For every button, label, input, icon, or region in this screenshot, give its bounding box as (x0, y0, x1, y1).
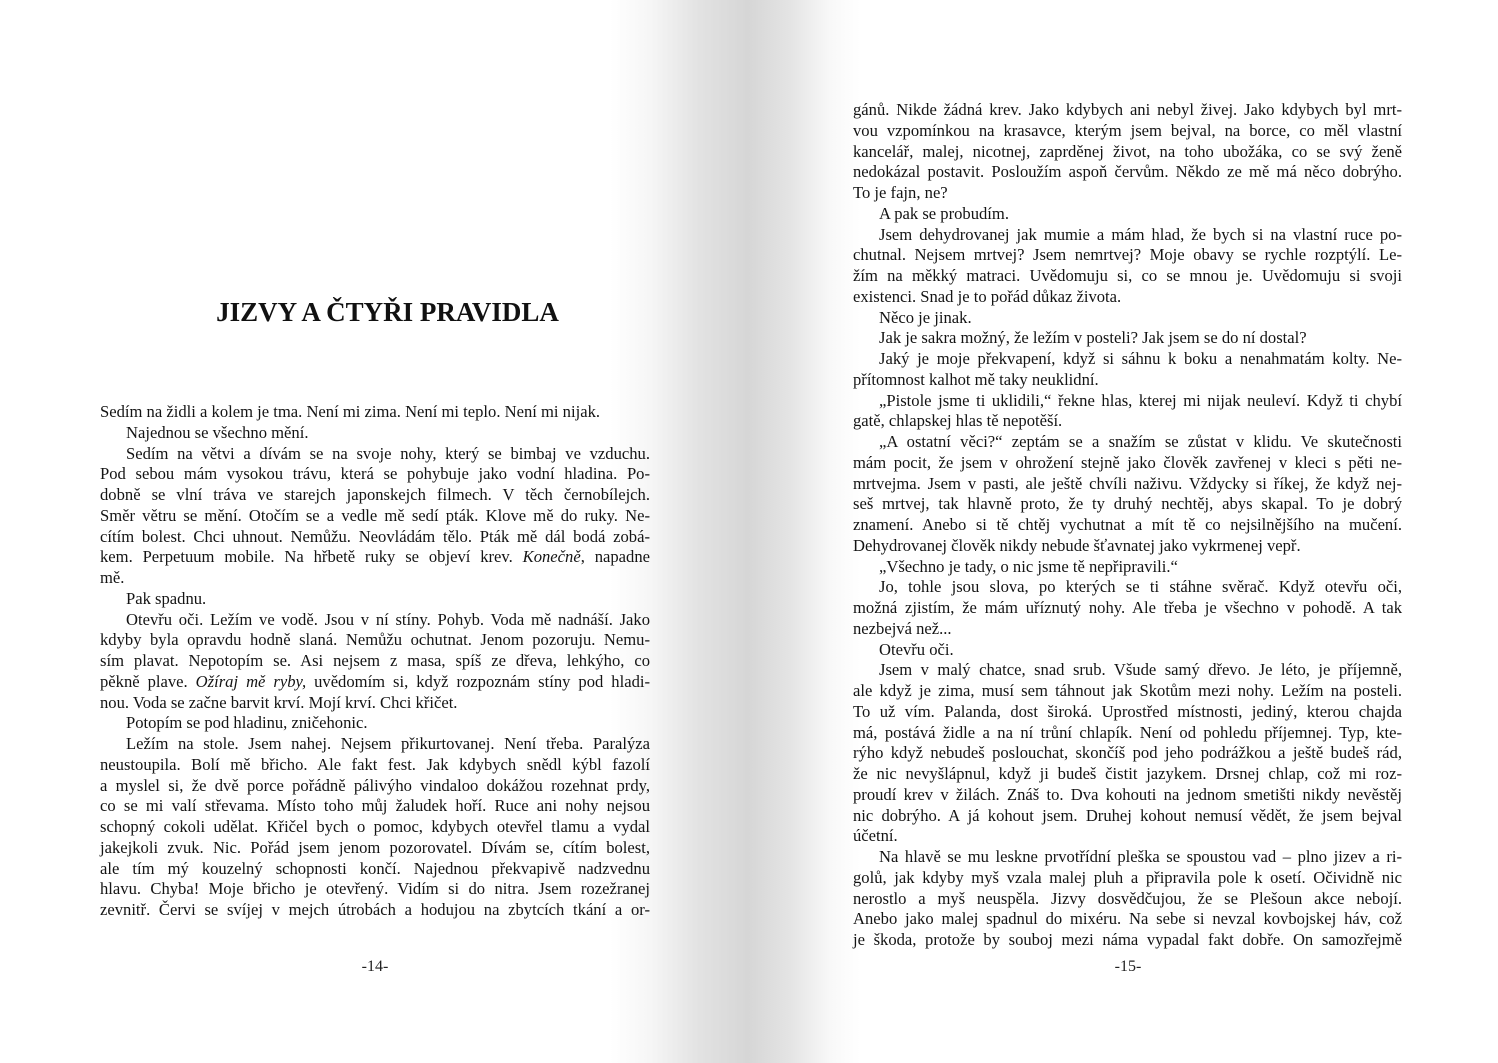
right-page (853, 0, 1402, 1063)
text-line: Na hlavě se mu leskne prvotřídní pleška se spoustou vad – plno jizev a ri- (879, 847, 1402, 866)
text-line: dobně se vlní tráva ve starejch japonskejch filmech. V těch černobílejch. (100, 485, 650, 504)
text-line: sím plavat. Nepotopím se. Asi nejsem z masa, spíš ze dřeva, lehkýho, co (100, 651, 650, 670)
text-line: gánů. Nikde žádná krev. Jako kdybych ani nebyl živej. Jako kdybych byl mrt- (853, 100, 1402, 119)
text-line: Sedím na židli a kolem je tma. Není mi zima. Není mi teplo. Není mi nijak. (100, 402, 601, 421)
text-line: hlavu. Chyba! Moje břicho je otevřený. Vidím si do nitra. Jsem rozežranej (100, 879, 650, 899)
text-line: ale když je zima, musí sem táhnout jak Skotům mezi nohy. Ležím na posteli. (853, 681, 1402, 700)
text-line: „A ostatní věci?“ zeptám se a snažím se zůstat v klidu. Ve skutečnosti (879, 432, 1402, 451)
text-line: Ležím na stole. Jsem nahej. Nejsem přikurtovanej. Není třeba. Paralýza (126, 734, 650, 753)
text-line: Něco je jinak. (879, 307, 972, 327)
text-line: Dehydrovanej člověk nikdy nebude šťavnatej jako vykrmenej vepř. (853, 535, 1301, 555)
text-line: To je fajn, ne? (853, 183, 948, 202)
text-line: účetní. (853, 826, 898, 846)
text-line: nedokázal postavit. Posloužím aspoň červům. Někdo ze mě má něco dobrýho. (853, 162, 1402, 182)
text-line: Pod sebou mám vysokou trávu, která se pohybuje jako vodní hladina. Po- (100, 464, 650, 484)
text-line: má, postává židle a na ní trůní chlapík. Není od pohledu příjemnej. Typ, kte- (853, 722, 1402, 742)
text-line: zevnitř. Červi se svíjej v mejch útrobách a hodujou na zbytcích tkání a or- (100, 900, 650, 919)
text-line: Jo, tohle jsou slova, po kterých se ti stáhne svěrač. Když otevřu oči, (879, 577, 1402, 597)
text-line: Jsem dehydrovanej jak mumie a mám hlad, že bych si na vlastní ruce po- (879, 224, 1402, 244)
text-line: seš mrtvej, tak hlavně proto, že ty druhý nechtěj, abys skapal. To je dobrý (853, 494, 1402, 514)
text-line: existenci. Snad je to pořád důkaz života. (853, 286, 1122, 306)
text-line: vou vzpomínkou na krasavce, kterým jsem bejval, na borce, co měl vlastní (853, 120, 1402, 140)
text-line: Anebo jako malej spadnul do mixéru. Na sebe si nevzal kovbojskej háv, což (853, 909, 1402, 929)
text-line: jakejkoli zvuk. Nic. Pořád jsem jenom pozorovatel. Dívám se, cítím bolest, (100, 837, 650, 857)
page-number: -14- (361, 958, 389, 975)
text-line: „Všechno je tady, o nic jsme tě nepřipravili.“ (879, 556, 1178, 576)
text-line: golů, jak kdyby myš vzala malej pluh a připravila pole k osetí. Očividně nic (853, 867, 1402, 887)
text-line: mrtvejma. Jsem v pasti, ale ještě chvíli naživu. Vždycky si říkej, že když nej- (853, 473, 1402, 493)
emphasis-text: Ožíraj mě ryby, (195, 671, 307, 691)
text-line: Směr větru se mění. Otočím se a vedle mě sedí pták. Klove mě do ruky. Ne- (100, 505, 650, 525)
text-line: Jak je sakra možný, že ležím v posteli? Jak jsem se do ní dostal? (879, 328, 1307, 348)
text-line: neustoupila. Bolí mě břicho. Ale fakt fest. Jak kdybych snědl kýbl fazolí (100, 754, 650, 774)
text-line: rýho když nebudeš poslouchat, skončíš pod jeho podrážkou a ještě budeš rád, (853, 743, 1402, 763)
text-line: To už vím. Palanda, dost široká. Uprostřed místnosti, jediný, kterou chajda (853, 701, 1402, 721)
text-line: pěkně plave. Ožíraj mě ryby, uvědomím si, když rozpoznám stíny pod hladi- (100, 671, 651, 691)
chapter-title: JIZVY A ČTYŘI PRAVIDLA (216, 297, 559, 327)
text-line: mě. (100, 568, 125, 587)
text-line: Otevřu oči. Ležím ve vodě. Jsou v ní stíny. Pohyb. Voda mě nadnáší. Jako (126, 609, 650, 629)
text-line: žím na měkký matraci. Uvědomuju si, co se mnou je. Uvědomuju si svoji (853, 266, 1402, 285)
text-line: cítím bolest. Chci uhnout. Nemůžu. Neovládám tělo. Pták mě dál bodá zobá- (100, 526, 650, 546)
text-line: nezbejvá než... (853, 618, 952, 638)
text-line: Potopím se pod hladinu, zničehonic. (126, 713, 368, 733)
text-line: přítomnost kalhot mě taky neuklidní. (853, 369, 1099, 389)
text-line: Otevřu oči. (879, 639, 954, 659)
left-page-text (100, 402, 650, 921)
text-line: chutnal. Nejsem mrtvej? Jsem nemrtvej? Moje obavy se rychle rozptýlí. Le- (853, 245, 1402, 265)
text-line: A pak se probudím. (879, 203, 1009, 223)
text-line: kem. Perpetuum mobile. Na hřbetě ruky se objeví krev. Konečně, napadne (100, 547, 650, 567)
text-line: nou. Voda se začne barvit krví. Mojí krví. Chci křičet. (100, 692, 458, 712)
text-line: schopný cokoli udělat. Křičel bych o pomoc, kdybych otevřel tlamu a vydal (100, 817, 650, 836)
emphasis-text: Konečně (522, 547, 581, 567)
text-line: možná zjistím, že mám uříznutý nohy. Ale třeba je všechno v pohodě. A tak (853, 598, 1402, 617)
left-page (100, 0, 650, 1063)
text-line: nic dobrýho. A já kohout jsem. Druhej kohout nemusí vědět, že jsem bejval (853, 805, 1402, 825)
text-line: mám pocit, že jsem v ohrožení stejně jako člověk zavřenej v kleci s pěti ne- (853, 452, 1402, 472)
text-line: kdyby byla opravdu hodně slaná. Nemůžu ochutnat. Jenom pozoruju. Nemu- (100, 630, 650, 650)
text-line: Jsem v malý chatce, snad srub. Všude samý dřevo. Je léto, je příjemně, (879, 660, 1402, 680)
text-line: nerostlo a myš neuspěla. Jizvy dosvědčujou, že se Plešoun akce nebojí. (853, 888, 1402, 908)
text-line: Sedím na větvi a dívám se na svoje nohy, který se bimbaj ve vzduchu. (126, 443, 650, 463)
text-line: znamení. Anebo si tě chtěj vychutnat a mít tě co nejsilnějšího na mučení. (853, 515, 1402, 534)
text-line: je škoda, protože by souboj mezi náma vypadal fakt dobře. On samozřejmě (853, 930, 1402, 949)
right-page-text (853, 100, 1402, 951)
text-line: že nic nevyšlápnul, když ji budeš čistit jazykem. Drsnej chlap, což mi roz- (853, 764, 1402, 783)
text-line: co se mi valí střevama. Místo toho můj žaludek hoří. Ruce ani nohy nejsou (100, 796, 650, 816)
text-line: Pak spadnu. (126, 588, 207, 608)
text-line: „Pistole jsme ti uklidili,“ řekne hlas, kterej mi nijak neuleví. Když ti chybí (879, 390, 1402, 410)
text-line: ale tím mý kouzelný schopnosti končí. Najednou překvapivě nadzvednu (100, 858, 650, 878)
text-line: kancelář, malej, nicotnej, zaprděnej život, na toho ubožáka, co se svý ženě (853, 141, 1402, 161)
text-line: Jaký je moje překvapení, když si sáhnu k boku a nenahmatám kolty. Ne- (879, 349, 1402, 368)
text-line: a myslel si, že dvě porce pořádně pálivýho vindaloo dokážou rozehnat prdy, (100, 775, 650, 795)
page-number: -15- (1114, 958, 1142, 975)
text-line: proudí krev v žilách. Znáš to. Dva kohouti na jednom smetišti nikdy nevěstěj (853, 784, 1402, 804)
text-line: gatě, chlapskej hlas tě nepotěší. (853, 411, 1063, 431)
text-line: Najednou se všechno mění. (126, 422, 309, 442)
